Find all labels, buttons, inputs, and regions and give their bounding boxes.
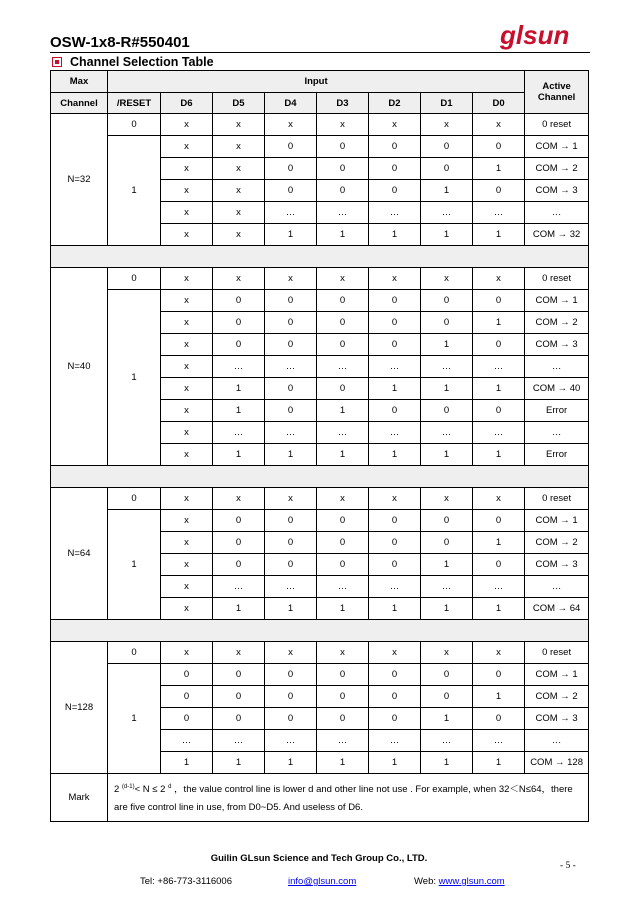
active-channel-cell: … (525, 422, 589, 444)
bit-cell: … (421, 730, 473, 752)
bit-cell: x (473, 488, 525, 510)
bit-cell: x (161, 312, 213, 334)
bit-cell: 0 (421, 532, 473, 554)
bit-cell: x (161, 202, 213, 224)
group-label: N=40 (51, 268, 108, 466)
bit-cell: … (421, 422, 473, 444)
footer-email-link[interactable]: info@glsun.com (288, 876, 357, 887)
active-channel-cell: … (525, 576, 589, 598)
bit-cell: 0 (265, 554, 317, 576)
active-channel-cell: COM → 2 (525, 158, 589, 180)
bit-cell: 0 (369, 290, 421, 312)
checkbox-bullet-icon (52, 57, 62, 67)
mark-label: Mark (51, 774, 108, 822)
bit-cell: x (161, 400, 213, 422)
header-d6: D6 (161, 93, 213, 114)
bit-cell: 0 (317, 334, 369, 356)
bit-cell: 1 (473, 312, 525, 334)
bit-cell: x (421, 114, 473, 136)
bit-cell: 0 (265, 664, 317, 686)
mark-superscript: d (168, 784, 172, 790)
bit-cell: x (213, 202, 265, 224)
bit-cell: 0 (473, 290, 525, 312)
bit-cell: x (213, 136, 265, 158)
bit-cell: 1 (473, 686, 525, 708)
bit-cell: 1 (473, 752, 525, 774)
bit-cell: x (317, 488, 369, 510)
bit-cell: x (161, 598, 213, 620)
document-title: OSW-1x8-R#550401 (50, 34, 190, 51)
bit-cell: 1 (473, 532, 525, 554)
active-channel-cell: Error (525, 444, 589, 466)
reset-cell: 0 (108, 642, 161, 664)
bit-cell: … (317, 202, 369, 224)
table-row (51, 114, 589, 136)
bit-cell: 0 (213, 708, 265, 730)
bit-cell: … (369, 730, 421, 752)
bit-cell: x (265, 642, 317, 664)
bit-cell: … (473, 202, 525, 224)
footer-tel: Tel: +86-773-3116006 (140, 876, 232, 887)
bit-cell: … (421, 576, 473, 598)
mark-part: ，the value control line is lower d and other line not use . For example, when 32＜N≤64，there are five control line in use, from D0~D5. And useless of D6. (114, 784, 573, 814)
bit-cell: x (161, 378, 213, 400)
bit-cell: x (265, 488, 317, 510)
bit-cell: 1 (369, 598, 421, 620)
bit-cell: x (213, 180, 265, 202)
bit-cell: … (421, 356, 473, 378)
bit-cell: x (213, 488, 265, 510)
bit-cell: 0 (473, 664, 525, 686)
bit-cell: 1 (473, 598, 525, 620)
bit-cell: 0 (473, 136, 525, 158)
bit-cell: 0 (161, 686, 213, 708)
bit-cell: … (265, 356, 317, 378)
bit-cell: … (265, 576, 317, 598)
bit-cell: 0 (317, 510, 369, 532)
footer-web-label: Web: (414, 876, 439, 887)
bit-cell: x (161, 444, 213, 466)
bit-cell: x (161, 642, 213, 664)
active-channel-cell: COM → 2 (525, 686, 589, 708)
reset-cell: 0 (108, 268, 161, 290)
bit-cell: 0 (473, 400, 525, 422)
group-label: N=128 (51, 642, 108, 774)
bit-cell: x (161, 576, 213, 598)
bit-cell: 0 (317, 290, 369, 312)
spacer-cell (51, 246, 589, 268)
bit-cell: x (161, 554, 213, 576)
active-channel-cell: 0 reset (525, 114, 589, 136)
table-row (51, 510, 589, 532)
bit-cell: 1 (369, 444, 421, 466)
bit-cell: x (317, 642, 369, 664)
group-label: N=64 (51, 488, 108, 620)
bit-cell: 0 (213, 532, 265, 554)
bit-cell: x (213, 268, 265, 290)
bit-cell: … (369, 422, 421, 444)
bit-cell: 1 (421, 334, 473, 356)
bit-cell: … (265, 202, 317, 224)
glsun-logo (498, 22, 584, 50)
mark-part: 2 (114, 784, 122, 796)
bit-cell: … (265, 422, 317, 444)
bit-cell: 1 (473, 224, 525, 246)
bit-cell: 0 (421, 290, 473, 312)
bit-cell: x (369, 268, 421, 290)
bit-cell: x (161, 180, 213, 202)
bit-cell: 0 (369, 136, 421, 158)
bit-cell: 1 (317, 224, 369, 246)
active-channel-cell: … (525, 356, 589, 378)
bit-cell: 0 (369, 158, 421, 180)
bit-cell: 0 (473, 180, 525, 202)
bit-cell: 0 (265, 708, 317, 730)
header-input: Input (108, 71, 525, 93)
bit-cell: x (421, 488, 473, 510)
bit-cell: 1 (421, 554, 473, 576)
header-d2: D2 (369, 93, 421, 114)
active-channel-cell: COM → 128 (525, 752, 589, 774)
bit-cell: 1 (421, 224, 473, 246)
bit-cell: 1 (421, 180, 473, 202)
table-row (51, 268, 589, 290)
bit-cell: x (161, 532, 213, 554)
bit-cell: 0 (317, 708, 369, 730)
bit-cell: 0 (369, 180, 421, 202)
bit-cell: 0 (265, 532, 317, 554)
bit-cell: 0 (421, 686, 473, 708)
bit-cell: 0 (317, 664, 369, 686)
bit-cell: … (317, 422, 369, 444)
active-channel-cell: COM → 1 (525, 136, 589, 158)
bit-cell: 0 (369, 664, 421, 686)
section-heading (52, 55, 214, 69)
bit-cell: … (317, 576, 369, 598)
bit-cell: 0 (161, 708, 213, 730)
footer-web (414, 876, 505, 887)
active-channel-cell: COM → 1 (525, 664, 589, 686)
bit-cell: 0 (161, 664, 213, 686)
bit-cell: 0 (421, 158, 473, 180)
reset-cell: 0 (108, 488, 161, 510)
bit-cell: x (473, 114, 525, 136)
bit-cell: 1 (265, 444, 317, 466)
bit-cell: 0 (421, 510, 473, 532)
bit-cell: 0 (317, 554, 369, 576)
mark-part: < N ≤ 2 (134, 784, 169, 796)
bit-cell: 0 (317, 136, 369, 158)
bit-cell: 1 (265, 752, 317, 774)
active-channel-cell: COM → 2 (525, 312, 589, 334)
table-row (51, 642, 589, 664)
bit-cell: … (369, 356, 421, 378)
bit-cell: 0 (213, 664, 265, 686)
bit-cell: x (473, 268, 525, 290)
table-row (51, 664, 589, 686)
reset-cell: 1 (108, 290, 161, 466)
bit-cell: 1 (265, 224, 317, 246)
bit-cell: 1 (421, 598, 473, 620)
bit-cell: 0 (213, 554, 265, 576)
bit-cell: 0 (369, 510, 421, 532)
bit-cell: 0 (265, 158, 317, 180)
bit-cell: x (265, 268, 317, 290)
reset-cell: 1 (108, 510, 161, 620)
bit-cell: x (265, 114, 317, 136)
bit-cell: … (213, 356, 265, 378)
bit-cell: 0 (369, 334, 421, 356)
group-label: N=32 (51, 114, 108, 246)
bit-cell: … (213, 422, 265, 444)
active-channel-cell: COM → 1 (525, 290, 589, 312)
header-active-channel: Active Channel (525, 71, 589, 114)
spacer-cell (51, 620, 589, 642)
bit-cell: x (369, 114, 421, 136)
bit-cell: 1 (473, 444, 525, 466)
bit-cell: x (213, 114, 265, 136)
bit-cell: 0 (213, 334, 265, 356)
bit-cell: 0 (265, 686, 317, 708)
channel-selection-table (50, 70, 589, 822)
bit-cell: 0 (369, 686, 421, 708)
bit-cell: 0 (317, 378, 369, 400)
bit-cell: 0 (369, 400, 421, 422)
bit-cell: 1 (213, 752, 265, 774)
bit-cell: … (213, 730, 265, 752)
active-channel-cell: 0 reset (525, 642, 589, 664)
bit-cell: 0 (369, 708, 421, 730)
mark-superscript: (d-1) (121, 784, 135, 790)
bit-cell: x (421, 268, 473, 290)
header-d4: D4 (265, 93, 317, 114)
mark-text (108, 774, 589, 822)
header-d0: D0 (473, 93, 525, 114)
header-d1: D1 (421, 93, 473, 114)
active-channel-cell: COM → 3 (525, 708, 589, 730)
bit-cell: x (161, 224, 213, 246)
bit-cell: x (213, 642, 265, 664)
bit-cell: 1 (213, 378, 265, 400)
bit-cell: 1 (473, 378, 525, 400)
bit-cell: … (473, 576, 525, 598)
header-d5: D5 (213, 93, 265, 114)
table-row (51, 290, 589, 312)
header-rule (50, 52, 590, 53)
bit-cell: 0 (369, 312, 421, 334)
spacer-row (51, 246, 589, 268)
page-number: - 5 - (560, 861, 576, 871)
bit-cell: 1 (317, 598, 369, 620)
bit-cell: 0 (265, 290, 317, 312)
bit-cell: 1 (369, 752, 421, 774)
bit-cell: x (161, 114, 213, 136)
bit-cell: 0 (473, 554, 525, 576)
footer-web-link[interactable]: www.glsun.com (438, 876, 505, 887)
bit-cell: x (369, 642, 421, 664)
bit-cell: 0 (369, 554, 421, 576)
active-channel-cell: COM → 3 (525, 554, 589, 576)
active-channel-cell: … (525, 202, 589, 224)
bit-cell: 1 (317, 752, 369, 774)
bit-cell: 1 (161, 752, 213, 774)
bit-cell: x (421, 642, 473, 664)
active-channel-cell: COM → 32 (525, 224, 589, 246)
bit-cell: x (161, 136, 213, 158)
bit-cell: 0 (421, 312, 473, 334)
bit-cell: 0 (265, 378, 317, 400)
bit-cell: 0 (213, 686, 265, 708)
spacer-row (51, 620, 589, 642)
bit-cell: x (161, 158, 213, 180)
active-channel-cell: 0 reset (525, 268, 589, 290)
active-channel-cell: COM → 2 (525, 532, 589, 554)
bit-cell: 1 (369, 224, 421, 246)
active-channel-cell: COM → 40 (525, 378, 589, 400)
bit-cell: 0 (265, 510, 317, 532)
bit-cell: 0 (421, 664, 473, 686)
active-channel-cell: 0 reset (525, 488, 589, 510)
bit-cell: … (317, 730, 369, 752)
bit-cell: 0 (265, 312, 317, 334)
bit-cell: x (161, 334, 213, 356)
bit-cell: 0 (317, 532, 369, 554)
bit-cell: 0 (421, 400, 473, 422)
bit-cell: … (369, 202, 421, 224)
bit-cell: … (473, 730, 525, 752)
reset-cell: 1 (108, 664, 161, 774)
bit-cell: 1 (369, 378, 421, 400)
bit-cell: 0 (265, 136, 317, 158)
bit-cell: 1 (213, 444, 265, 466)
bit-cell: … (161, 730, 213, 752)
header-max: Max (51, 71, 108, 93)
bit-cell: … (421, 202, 473, 224)
bit-cell: 0 (213, 290, 265, 312)
bit-cell: 0 (213, 312, 265, 334)
header-channel: Channel (51, 93, 108, 114)
spacer-cell (51, 466, 589, 488)
bit-cell: … (369, 576, 421, 598)
bit-cell: 1 (213, 400, 265, 422)
bit-cell: 0 (473, 708, 525, 730)
bit-cell: 0 (213, 510, 265, 532)
active-channel-cell: COM → 3 (525, 334, 589, 356)
bit-cell: … (317, 356, 369, 378)
bit-cell: x (317, 268, 369, 290)
bit-cell: x (161, 356, 213, 378)
bit-cell: 0 (317, 312, 369, 334)
logo-text: glsun (500, 22, 570, 50)
bit-cell: 0 (421, 136, 473, 158)
bit-cell: x (317, 114, 369, 136)
spacer-row (51, 466, 589, 488)
active-channel-cell: … (525, 730, 589, 752)
bit-cell: 0 (265, 334, 317, 356)
footer-company: Guilin GLsun Science and Tech Group Co., LTD. (210, 853, 428, 864)
section-title: Channel Selection Table (70, 55, 214, 69)
bit-cell: 1 (473, 158, 525, 180)
bit-cell: x (161, 488, 213, 510)
active-channel-cell: COM → 3 (525, 180, 589, 202)
bit-cell: 0 (317, 686, 369, 708)
reset-cell: 0 (108, 114, 161, 136)
bit-cell: x (213, 158, 265, 180)
bit-cell: 0 (369, 532, 421, 554)
active-channel-cell: COM → 1 (525, 510, 589, 532)
bit-cell: 1 (421, 444, 473, 466)
reset-cell: 1 (108, 136, 161, 246)
bit-cell: … (473, 422, 525, 444)
bit-cell: x (213, 224, 265, 246)
bit-cell: 0 (317, 158, 369, 180)
bit-cell: 1 (317, 400, 369, 422)
header-d3: D3 (317, 93, 369, 114)
bit-cell: … (265, 730, 317, 752)
bit-cell: 0 (265, 180, 317, 202)
table-body (51, 114, 589, 822)
bit-cell: 1 (421, 378, 473, 400)
active-channel-cell: COM → 64 (525, 598, 589, 620)
bit-cell: 1 (265, 598, 317, 620)
bit-cell: 1 (213, 598, 265, 620)
mark-row (51, 774, 589, 822)
bit-cell: 1 (317, 444, 369, 466)
bit-cell: x (161, 290, 213, 312)
table-row (51, 488, 589, 510)
table-row (51, 136, 589, 158)
bit-cell: x (369, 488, 421, 510)
bit-cell: 1 (421, 708, 473, 730)
bit-cell: x (161, 268, 213, 290)
bit-cell: 0 (265, 400, 317, 422)
bit-cell: 0 (473, 510, 525, 532)
header-reset: /RESET (108, 93, 161, 114)
active-channel-cell: Error (525, 400, 589, 422)
bit-cell: 0 (317, 180, 369, 202)
bit-cell: 1 (421, 752, 473, 774)
bit-cell: x (161, 510, 213, 532)
bit-cell: … (213, 576, 265, 598)
bit-cell: x (161, 422, 213, 444)
bit-cell: x (473, 642, 525, 664)
bit-cell: … (473, 356, 525, 378)
bit-cell: 0 (473, 334, 525, 356)
